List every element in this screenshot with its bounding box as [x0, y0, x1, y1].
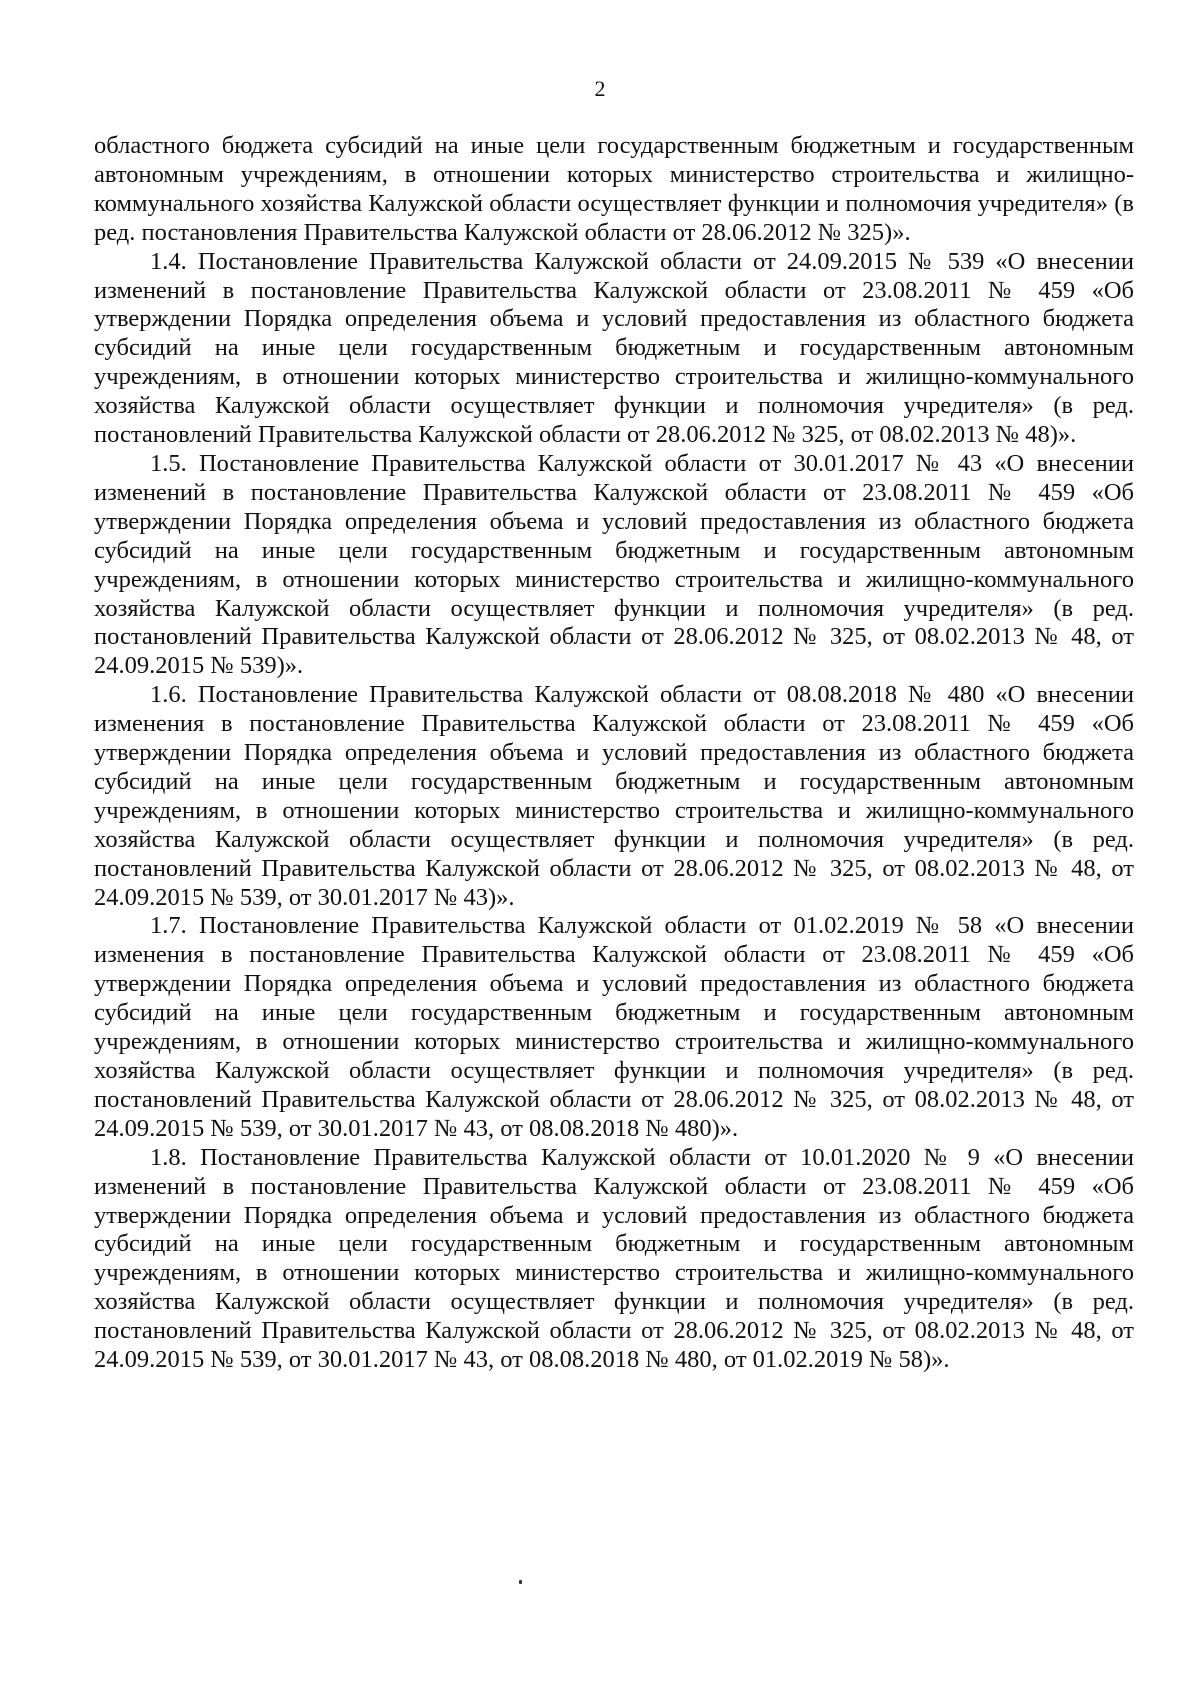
paragraph-1-5: 1.5. Постановление Правительства Калужской области от 30.01.2017 № 43 «О внесении изменений в постановление Правительства Калужской области от 23.08.2011 № 459 «Об утверждении Порядка определения объема и условий предоставления из областного бюджета субсидий на иные цели государственным бюджетным и государственным автономным учреждениям, в отношении которых министерство строительства и жилищно-коммунального хозяйства Калужской области осуществляет функции и полномочия учредителя» (в ред. постановлений Правительства Калужской области от 28.06.2012 № 325, от 08.02.2013 № 48, от 24.09.2015 № 539)». [94, 449, 1134, 680]
paragraph-1-6: 1.6. Постановление Правительства Калужской области от 08.08.2018 № 480 «О внесении изменения в постановление Правительства Калужской области от 23.08.2011 № 459 «Об утверждении Порядка определения объема и условий предоставления из областного бюджета субсидий на иные цели государственным бюджетным и государственным автономным учреждениям, в отношении которых министерство строительства и жилищно-коммунального хозяйства Калужской области осуществляет функции и полномочия учредителя» (в ред. постановлений Правительства Калужской области от 28.06.2012 № 325, от 08.02.2013 № 48, от 24.09.2015 № 539, от 30.01.2017 № 43)». [94, 681, 1134, 911]
scan-speck [519, 1580, 522, 1584]
document-body [94, 132, 1134, 1375]
paragraph-1-8: 1.8. Постановление Правительства Калужской области от 10.01.2020 № 9 «О внесении изменений в постановление Правительства Калужской области от 23.08.2011 № 459 «Об утверждении Порядка определения объема и условий предоставления из областного бюджета субсидий на иные цели государственным бюджетным и государственным автономным учреждениям, в отношении которых министерство строительства и жилищно-коммунального хозяйства Калужской области осуществляет функции и полномочия учредителя» (в ред. постановлений Правительства Калужской области от 28.06.2012 № 325, от 08.02.2013 № 48, от 24.09.2015 № 539, от 30.01.2017 № 43, от 08.08.2018 № 480, от 01.02.2019 № 58)». [94, 1143, 1134, 1374]
paragraph-continuation: областного бюджета субсидий на иные цели государственным бюджетным и государственным автономным учреждениям, в отношении которых министерство строительства и жилищно-коммунального хозяйства Калужской области осуществляет функции и полномочия учредителя» (в ред. постановления Правительства Калужской области от 28.06.2012 № 325)». [94, 132, 1134, 246]
paragraph-1-4: 1.4. Постановление Правительства Калужской области от 24.09.2015 № 539 «О внесении изменений в постановление Правительства Калужской области от 23.08.2011 № 459 «Об утверждении Порядка определения объема и условий предоставления из областного бюджета субсидий на иные цели государственным бюджетным и государственным автономным учреждениям, в отношении которых министерство строительства и жилищно-коммунального хозяйства Калужской области осуществляет функции и полномочия учредителя» (в ред. постановлений Правительства Калужской области от 28.06.2012 № 325, от 08.02.2013 № 48)». [94, 247, 1134, 449]
page-number: 2 [594, 76, 606, 101]
paragraph-1-7: 1.7. Постановление Правительства Калужской области от 01.02.2019 № 58 «О внесении изменения в постановление Правительства Калужской области от 23.08.2011 № 459 «Об утверждении Порядка определения объема и условий предоставления из областного бюджета субсидий на иные цели государственным бюджетным и государственным автономным учреждениям, в отношении которых министерство строительства и жилищно-коммунального хозяйства Калужской области осуществляет функции и полномочия учредителя» (в ред. постановлений Правительства Калужской области от 28.06.2012 № 325, от 08.02.2013 № 48, от 24.09.2015 № 539, от 30.01.2017 № 43, от 08.08.2018 № 480)». [94, 912, 1134, 1142]
